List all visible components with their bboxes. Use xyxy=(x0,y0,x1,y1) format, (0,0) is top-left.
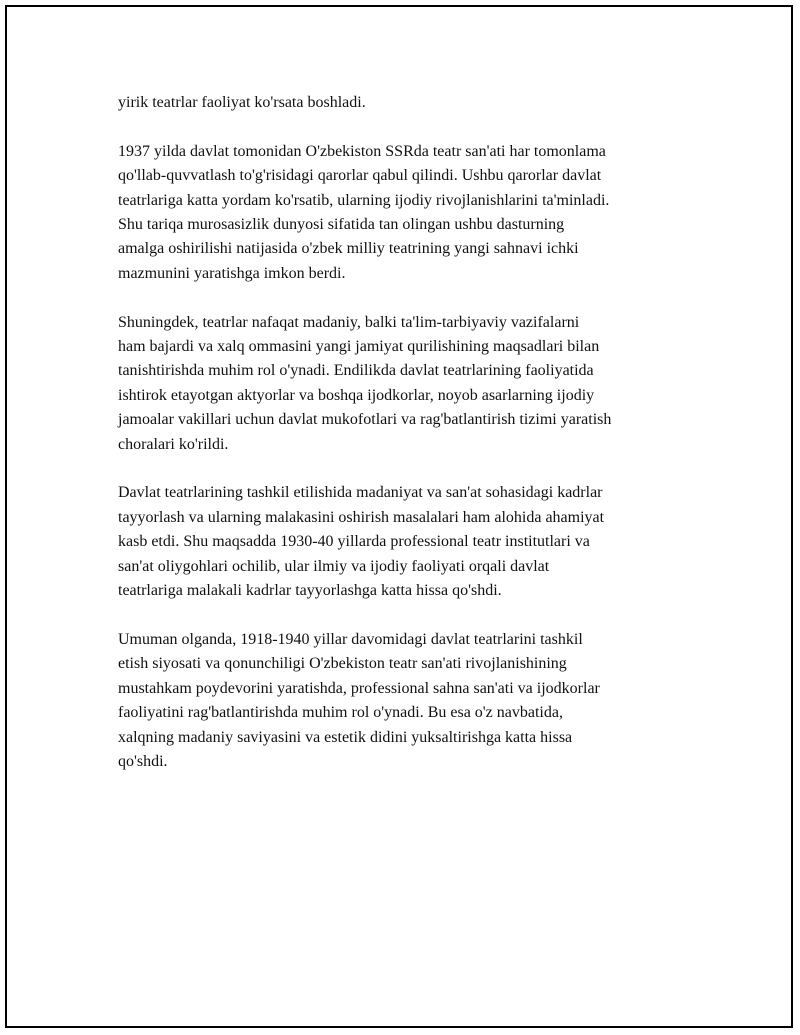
text-line: ishtirok etayotgan aktyorlar va boshqa ijodkorlar, noyob asarlarning ijodiy xyxy=(118,386,595,404)
text-line: Shuningdek, teatrlar nafaqat madaniy, balki ta'lim-tarbiyaviy vazifalarni xyxy=(118,313,580,331)
text-line: yirik teatrlar faoliyat ko'rsata boshladi. xyxy=(118,94,366,111)
text-line: xalqning madaniy saviyasini va estetik didini yuksaltirishga katta hissa xyxy=(118,728,573,746)
paragraph-3 xyxy=(118,311,688,457)
text-line: qo'llab-quvvatlash to'g'risidagi qarorlar qabul qilindi. Ushbu qarorlar davlat xyxy=(118,167,602,185)
text-line: jamoalar vakillari uchun davlat mukofotlari va rag'batlantirish tizimi yaratish xyxy=(118,411,612,429)
text-line: tayyorlash va ularning malakasini oshirish masalalari ham alohida ahamiyat xyxy=(118,508,605,526)
text-line: san'at oliygohlari ochilib, ular ilmiy va ijodiy faoliyati orqali davlat xyxy=(118,557,550,575)
text-line: ham bajardi va xalq ommasini yangi jamiyat qurilishining maqsadlari bilan xyxy=(118,338,600,356)
text-line: tanishtirishda muhim rol o'ynadi. Endilikda davlat teatrlarining faoliyatida xyxy=(118,362,594,380)
paragraph-1 xyxy=(118,91,688,115)
text-line: qo'shdi. xyxy=(118,752,168,770)
paragraph-4 xyxy=(118,481,688,603)
text-line: Umuman olganda, 1918-1940 yillar davomidagi davlat teatrlarini tashkil xyxy=(118,630,583,648)
text-line: mazmunini yaratishga imkon berdi. xyxy=(118,264,346,282)
text-line: mustahkam poydevorini yaratishda, professional sahna san'ati va ijodkorlar xyxy=(118,679,600,697)
paragraph-2 xyxy=(118,140,688,286)
text-line: amalga oshirilishi natijasida o'zbek milliy teatrining yangi sahnavi ichki xyxy=(118,240,579,258)
text-line: 1937 yilda davlat tomonidan O'zbekiston SSRda teatr san'ati har tomonlama xyxy=(118,142,606,160)
text-line: faoliyatini rag'batlantirishda muhim rol o'ynadi. Bu esa o'z navbatida, xyxy=(118,704,563,722)
text-line: Shu tariqa murosasizlik dunyosi sifatida tan olingan ushbu dasturning xyxy=(118,216,565,234)
text-line: teatrlariga katta yordam ko'rsatib, ularning ijodiy rivojlanishlarini ta'minladi. xyxy=(118,191,610,209)
text-line: etish siyosati va qonunchiligi O'zbekiston teatr san'ati rivojlanishining xyxy=(118,655,567,673)
document-body xyxy=(118,91,688,799)
text-line: kasb etdi. Shu maqsadda 1930-40 yillarda professional teatr institutlari va xyxy=(118,533,590,551)
paragraph-5 xyxy=(118,628,688,774)
text-line: choralari ko'rildi. xyxy=(118,435,229,453)
text-line: Davlat teatrlarining tashkil etilishida madaniyat va san'at sohasidagi kadrlar xyxy=(118,484,603,502)
text-line: teatrlariga malakali kadrlar tayyorlashga katta hissa qo'shdi. xyxy=(118,582,502,600)
